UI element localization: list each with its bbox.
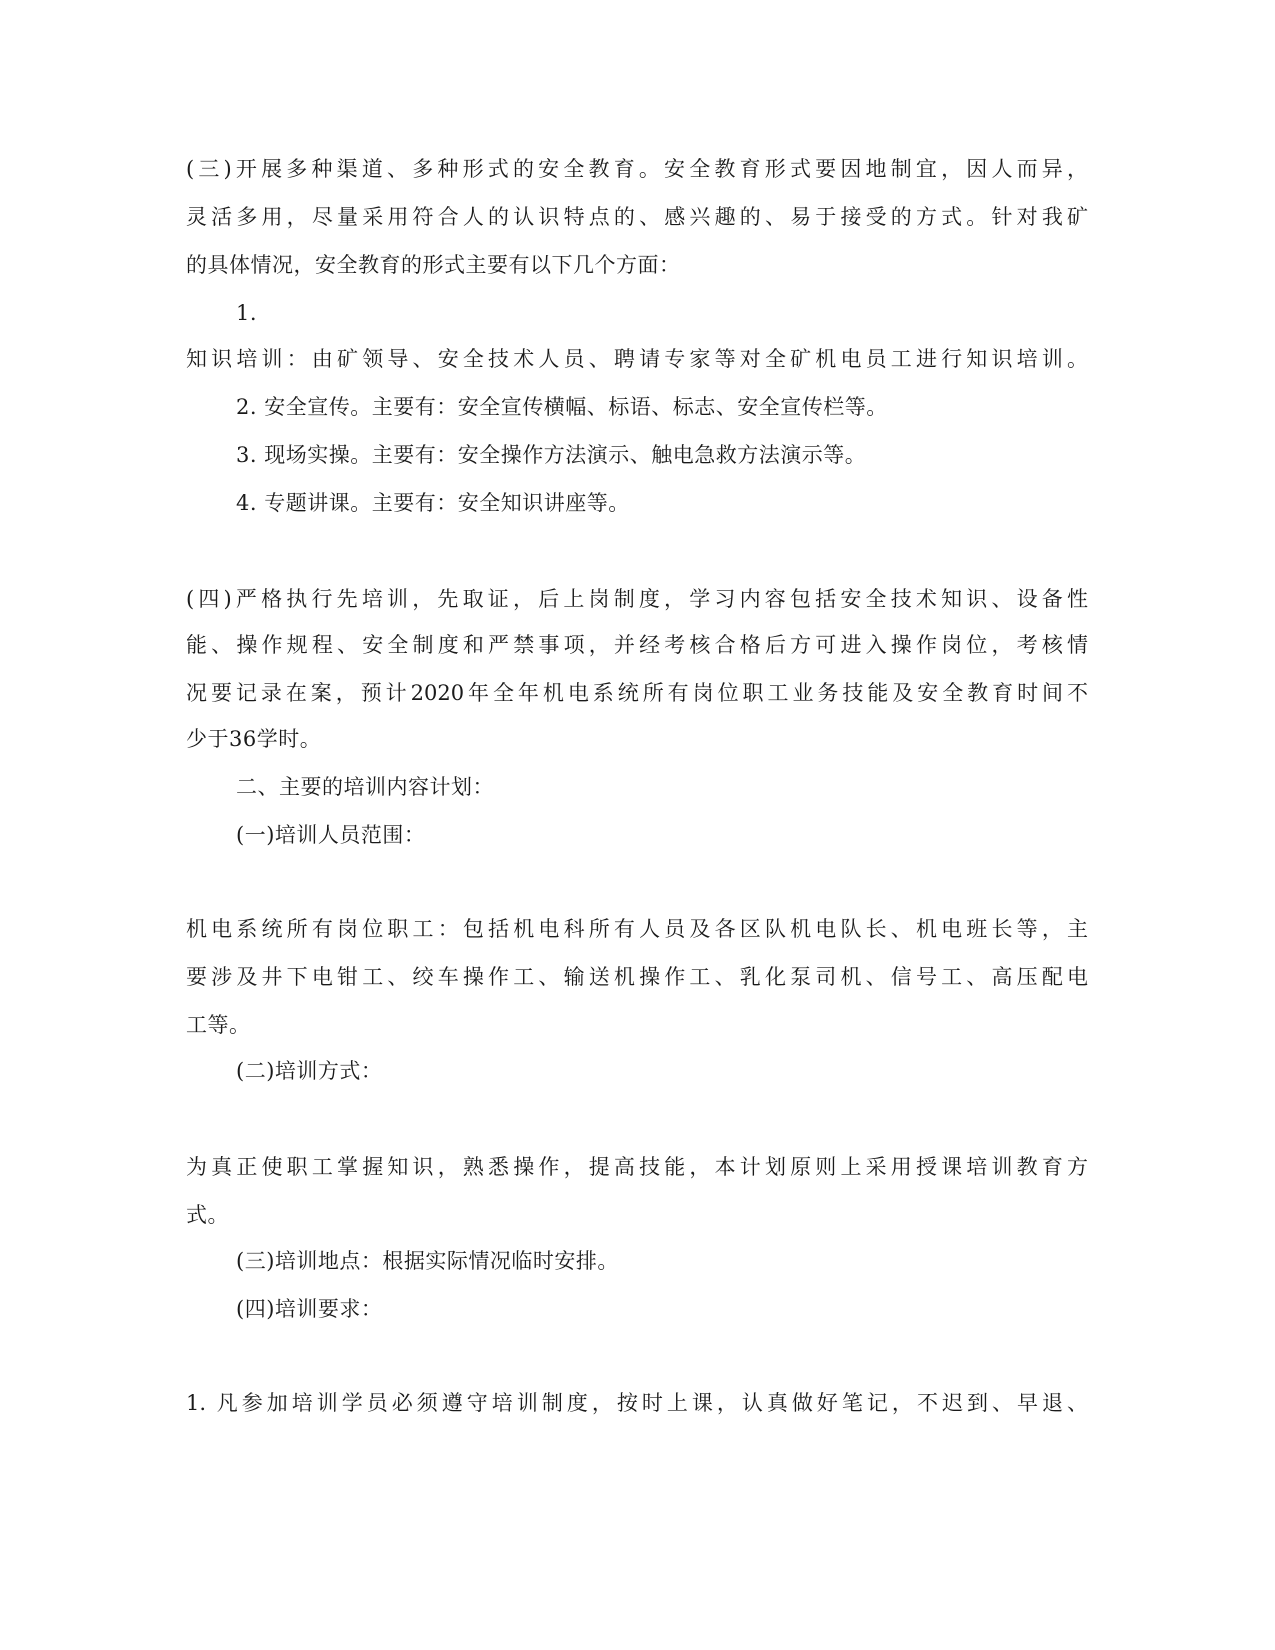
trainee-scope-line-2: 要涉及井下电钳工、绞车操作工、输送机操作工、乳化泵司机、信号工、高压配电 <box>186 965 1088 989</box>
trainee-scope-line-3: 工等。 <box>186 1013 251 1037</box>
paragraph-4-line-4: 少于36学时。 <box>186 727 322 751</box>
paragraph-3-line-3: 的具体情况，安全教育的形式主要有以下几个方面： <box>186 253 681 277</box>
requirement-1-line-1: 1. 凡参加培训学员必须遵守培训制度，按时上课，认真做好笔记，不迟到、早退、 <box>186 1391 1088 1415</box>
paragraph-4-line-3: 况要记录在案，预计2020年全年机电系统所有岗位职工业务技能及安全教育时间不 <box>186 681 1088 705</box>
paragraph-4-line-2: 能、操作规程、安全制度和严禁事项，并经考核合格后方可进入操作岗位，考核情 <box>186 633 1088 657</box>
list-item-2: 2. 安全宣传。主要有：安全宣传横幅、标语、标志、安全宣传栏等。 <box>236 395 888 419</box>
subheading-training-requirements: (四)培训要求： <box>236 1297 383 1321</box>
subheading-trainee-scope: (一)培训人员范围： <box>236 823 426 847</box>
list-item-1-text: 知识培训：由矿领导、安全技术人员、聘请专家等对全矿机电员工进行知识培训。 <box>186 347 1088 371</box>
list-item-4: 4. 专题讲课。主要有：安全知识讲座等。 <box>236 491 630 515</box>
list-item-3: 3. 现场实操。主要有：安全操作方法演示、触电急救方法演示等。 <box>236 443 867 467</box>
training-method-line-2: 式。 <box>186 1203 229 1227</box>
subheading-training-method: (二)培训方式： <box>236 1059 383 1083</box>
trainee-scope-line-1: 机电系统所有岗位职工：包括机电科所有人员及各区队机电队长、机电班长等，主 <box>186 917 1088 941</box>
training-method-line-1: 为真正使职工掌握知识，熟悉操作，提高技能，本计划原则上采用授课培训教育方 <box>186 1155 1088 1179</box>
section-heading-2: 二、主要的培训内容计划： <box>236 775 494 799</box>
paragraph-3-line-1: (三)开展多种渠道、多种形式的安全教育。安全教育形式要因地制宜，因人而异， <box>186 157 1088 181</box>
paragraph-3-line-2: 灵活多用，尽量采用符合人的认识特点的、感兴趣的、易于接受的方式。针对我矿 <box>186 205 1088 229</box>
list-item-1-number: 1. <box>236 301 258 325</box>
paragraph-4-line-1: (四)严格执行先培训，先取证，后上岗制度，学习内容包括安全技术知识、设备性 <box>186 587 1088 611</box>
subheading-training-location: (三)培训地点：根据实际情况临时安排。 <box>236 1249 619 1273</box>
